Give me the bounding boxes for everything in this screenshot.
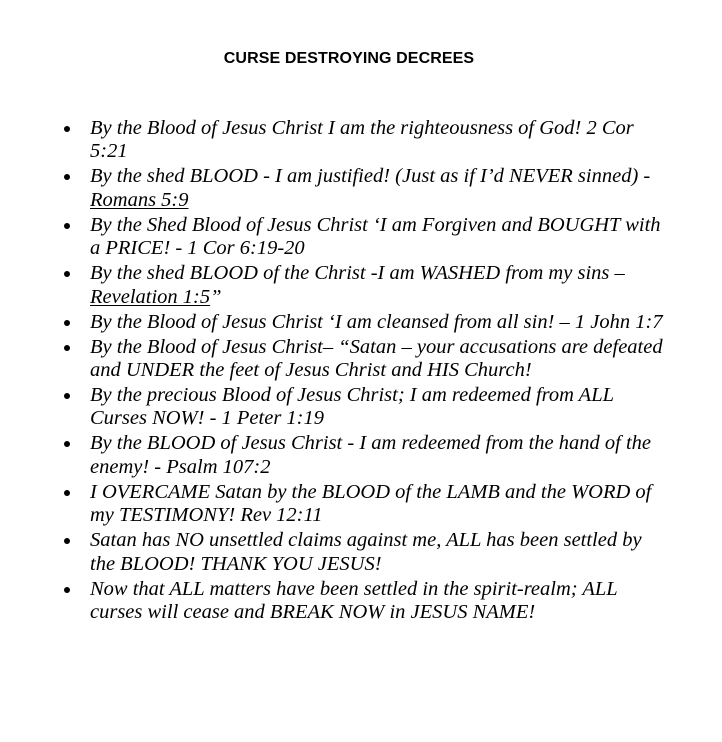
decree-text: By the Blood of Jesus Christ I am the righteousness of God! 2 Cor 5:21 [90, 117, 634, 163]
bullet-icon [64, 271, 70, 277]
decree-text: Satan has NO unsettled claims against me, ALL has been settled by the BLOOD! THANK YOU JESUS! [90, 529, 642, 575]
decree-item [0, 432, 722, 479]
decree-text-suffix: ” [210, 285, 222, 308]
decree-text: By the shed BLOOD of the Christ -I am WASHED from my sins – [90, 262, 625, 285]
scripture-reference: Revelation 1:5 [90, 285, 211, 308]
decree-item [0, 214, 722, 261]
decree-text: By the Blood of Jesus Christ ‘I am cleansed from all sin! – 1 John 1:7 [90, 310, 663, 333]
decree-text: Now that ALL matters have been settled in the spirit-realm; ALL curses will cease and BREAK NOW in JESUS NAME! [90, 577, 618, 624]
bullet-icon [64, 441, 70, 447]
decree-item [0, 384, 722, 431]
decree-text: I OVERCAME Satan by the BLOOD of the LAMB and the WORD of my TESTIMONY! Rev 12:11 [90, 480, 652, 527]
bullet-icon [64, 174, 70, 180]
bullet-icon [64, 538, 70, 544]
decree-item [0, 117, 722, 164]
bullet-icon [64, 345, 70, 351]
bullet-icon [64, 223, 70, 229]
decree-item [0, 262, 722, 309]
bullet-icon [64, 587, 70, 593]
decree-item [0, 578, 722, 625]
bullet-icon [64, 393, 70, 399]
decree-text: By the BLOOD of Jesus Christ - I am redeemed from the hand of the enemy! - Psalm 107:2 [90, 432, 651, 478]
decree-item [0, 529, 722, 576]
decree-list [0, 117, 722, 626]
document-title: CURSE DESTROYING DECREES [223, 50, 475, 67]
decree-text: By the precious Blood of Jesus Christ; I am redeemed from ALL Curses NOW! - 1 Peter 1:19 [90, 384, 614, 430]
scripture-reference: Romans 5:9 [90, 188, 189, 211]
decree-text: By the Blood of Jesus Christ– “Satan – your accusations are defeated and UNDER the feet of Jesus Christ and HIS Church! [90, 335, 663, 382]
decree-item [0, 311, 722, 334]
decree-item [0, 481, 722, 528]
bullet-icon [64, 126, 70, 132]
decree-text: By the shed BLOOD - I am justified! (Just as if I’d NEVER sinned) - [90, 165, 651, 188]
decree-item [0, 165, 722, 212]
bullet-icon [64, 490, 70, 496]
bullet-icon [64, 320, 70, 326]
decree-item [0, 336, 722, 383]
decree-text: By the Shed Blood of Jesus Christ ‘I am Forgiven and BOUGHT with a PRICE! - 1 Cor 6:19-20 [90, 213, 661, 260]
